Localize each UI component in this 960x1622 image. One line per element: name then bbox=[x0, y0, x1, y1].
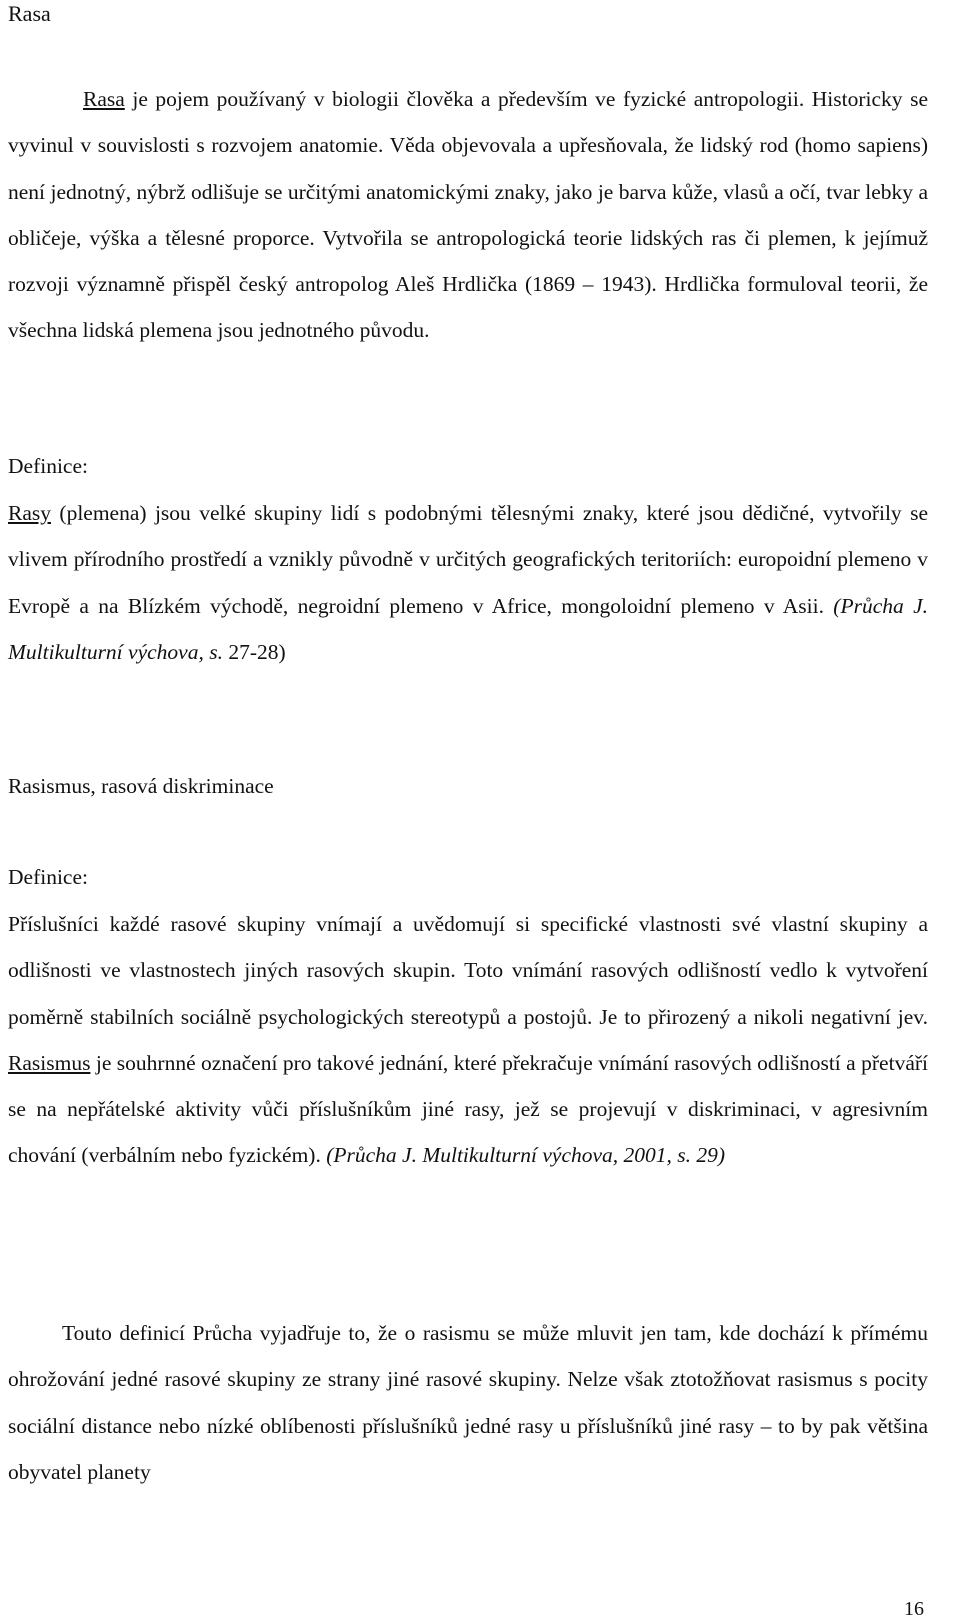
paragraph-rasa-text: je pojem používaný v biologii člověka a především ve fyzické antropologii. Historicky se vyvinul v souvislosti s rozvojem anatomie. Věda objevovala a upřesňovala, že lidský rod (homo sapiens) není jednotný, nýbrž odlišuje se určitými anatomickými znaky, jako je barva kůže, vlasů a očí, tvar lebky a obličeje, výška a tělesné proporce. Vytvořila se antropologická teorie lidských ras či plemen, k jejímuž rozvoji významně přispěl český antropolog Aleš Hrdlička (1869 – 1943). Hrdlička formuloval teorii, že všechna lidská plemena jsou jednotného původu. bbox=[8, 87, 928, 343]
paragraph-commentary-text: Touto definicí Průcha vyjadřuje to, že o rasismu se může mluvit jen tam, kde dochází k přímému ohrožování jedné rasové skupiny ze strany jiné rasové skupiny. Nelze však ztotožňovat rasismus s pocity sociální distance nebo nízké oblíbenosti příslušníků jedné rasy u příslušníků jiné rasy – to by pak většina obyvatel planety bbox=[8, 1321, 928, 1484]
paragraph-rasismus bbox=[8, 901, 928, 1179]
section-subheading: Rasismus, rasová diskriminace bbox=[8, 774, 274, 798]
citation-2: (Průcha J. Multikulturní výchova, 2001, s. 29) bbox=[326, 1143, 726, 1168]
paragraph-rasy bbox=[8, 490, 928, 675]
link-rasismus[interactable]: Rasismus bbox=[8, 1050, 91, 1075]
definition-label-2: Definice: bbox=[8, 865, 88, 889]
link-rasy[interactable]: Rasy bbox=[8, 501, 51, 525]
citation-1-italic: (Průcha J. Multikulturní výchova, s. bbox=[8, 593, 928, 664]
paragraph-rasismus-after: je souhrnné označení pro takové jednání, které překračuje vnímání rasových odlišností a přetváří se na nepřátelské aktivity vůči příslušníkům jiné rasy, jež se projevují v diskriminaci, v agresivním chování (verbálním nebo fyzickém). bbox=[8, 1050, 928, 1168]
definition-label-1: Definice: bbox=[8, 454, 88, 478]
citation-1-rest: 27-28) bbox=[222, 639, 286, 664]
link-rasa[interactable]: Rasa bbox=[83, 87, 125, 111]
paragraph-definition-commentary bbox=[8, 1310, 928, 1495]
page-number: 16 bbox=[904, 1598, 924, 1620]
paragraph-rasa bbox=[8, 76, 928, 354]
page-title: Rasa bbox=[8, 1, 51, 26]
paragraph-rasy-text: (plemena) jsou velké skupiny lidí s podobnými tělesnými znaky, které jsou dědičné, vytvořily se vlivem přírodního prostředí a vznikly původně v určitých geografických teritoriích: europoidní plemeno v Evropě a na Blízkém východě, negroidní plemeno v Africe, mongoloidní plemeno v Asii. bbox=[8, 501, 928, 618]
paragraph-rasismus-before: Příslušníci každé rasové skupiny vnímají a uvědomují si specifické vlastnosti své vlastní skupiny a odlišnosti ve vlastnostech jiných rasových skupin. Toto vnímání rasových odlišností vedlo k vytvoření poměrně stabilních sociálně psychologických stereotypů a postojů. Je to přirozený a nikoli negativní jev. bbox=[8, 912, 928, 1029]
